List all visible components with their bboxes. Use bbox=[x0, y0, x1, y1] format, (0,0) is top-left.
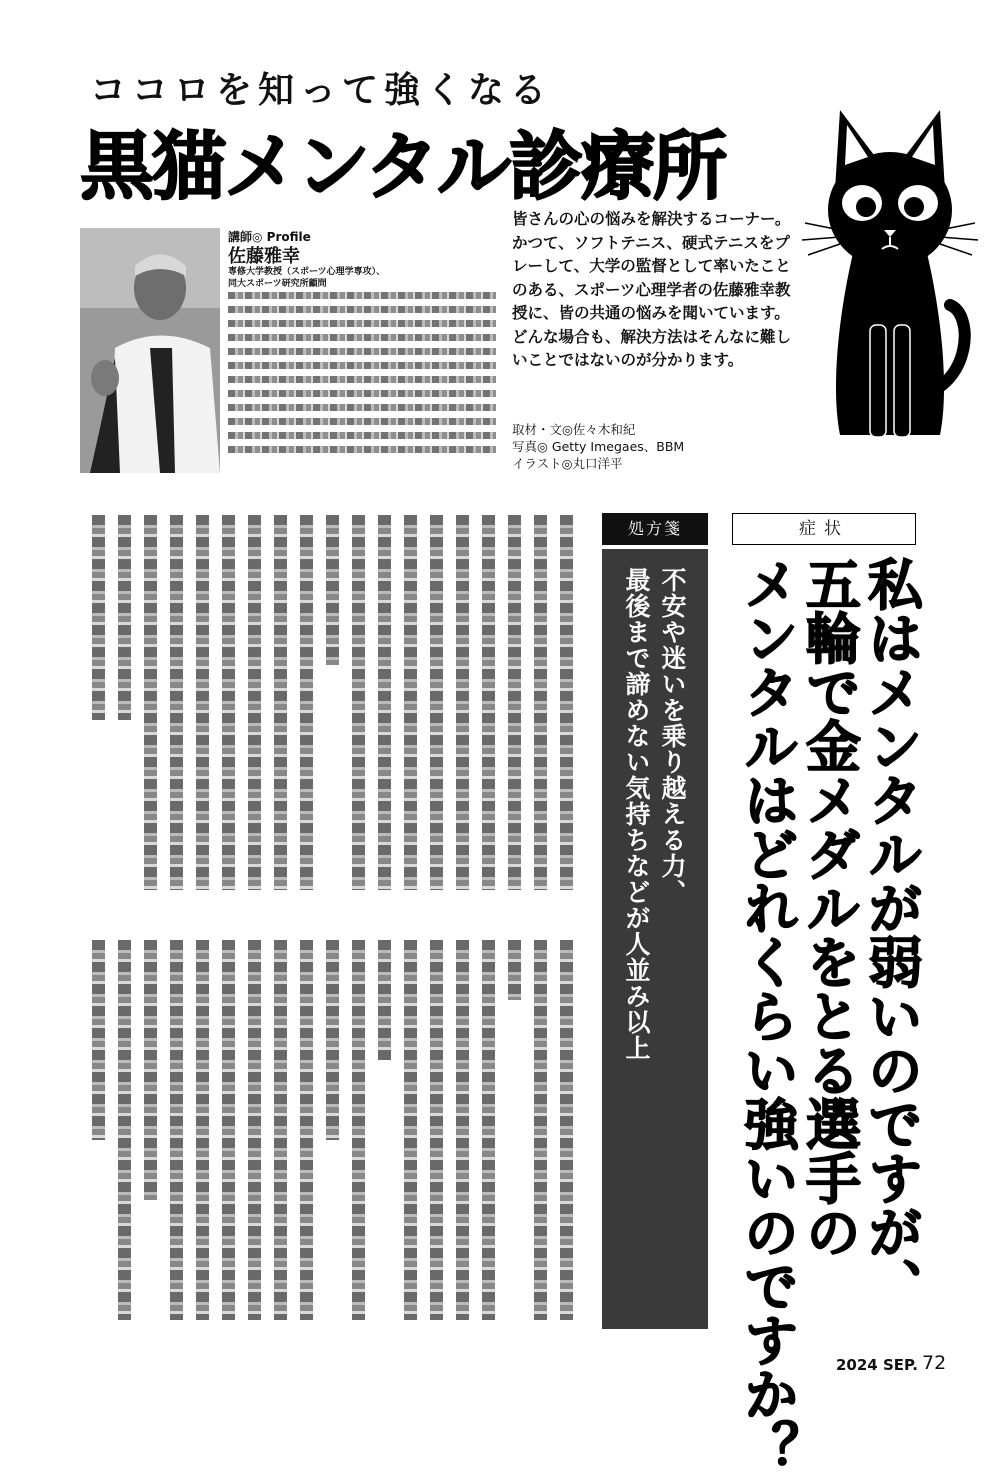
body-column bbox=[404, 940, 417, 1320]
body-column bbox=[534, 940, 547, 1320]
body-column bbox=[352, 515, 365, 890]
question-line-3: メンタルはどれくらい強いのですか？ bbox=[735, 556, 799, 1474]
bio-line bbox=[228, 334, 496, 341]
answer-line-1: 不安や迷いを乗り越える力、 bbox=[658, 567, 687, 905]
credit-photo: 写真◎ Getty Imegaes、BBM bbox=[512, 439, 685, 454]
credit-illustration: イラスト◎丸口洋平 bbox=[512, 456, 623, 471]
black-cat-illustration bbox=[800, 95, 980, 455]
body-column bbox=[274, 940, 287, 1320]
body-column bbox=[248, 940, 261, 1320]
body-column bbox=[378, 940, 391, 1060]
bio-line bbox=[228, 292, 496, 299]
intro-text: 皆さんの心の悩みを解決するコーナー。かつて、ソフトテニス、硬式テニスをプレーして、大学の監督として率いたことのある、スポーツ心理学者の佐藤雅幸教授に、皆の共通の悩みを聞いています。どんな場合も、解決方法はそんなに難しいことではないのが分かります。 bbox=[512, 210, 792, 369]
body-column bbox=[170, 940, 183, 1320]
page-number: 72 bbox=[922, 1352, 947, 1374]
body-column bbox=[508, 940, 521, 1000]
question-line-1: 私はメンタルが弱いのですが、 bbox=[859, 556, 923, 1312]
lecturer-role-line2: 同大スポーツ研究所顧問 bbox=[228, 279, 327, 289]
body-column bbox=[430, 940, 443, 1320]
body-column bbox=[560, 940, 573, 1320]
body-column bbox=[534, 515, 547, 890]
lecturer-name: 佐藤雅幸 bbox=[228, 246, 300, 267]
body-column bbox=[222, 940, 235, 1320]
body-column bbox=[274, 515, 287, 890]
profile-bio-pixelated bbox=[228, 292, 496, 472]
body-column bbox=[482, 940, 495, 1320]
body-column bbox=[118, 940, 131, 1320]
body-column bbox=[378, 515, 391, 890]
bio-line bbox=[228, 320, 496, 327]
lecturer-photo bbox=[80, 228, 220, 473]
lecturer-role-line1: 専修大学教授（スポーツ心理学専攻）、 bbox=[228, 267, 386, 277]
question-line-2: 五輪で金メダルをとる選手の bbox=[797, 556, 861, 1258]
body-column bbox=[560, 515, 573, 890]
body-column bbox=[352, 940, 365, 1320]
body-column bbox=[92, 515, 105, 720]
bio-line bbox=[228, 446, 496, 453]
body-column bbox=[326, 515, 339, 665]
answer-line-2: 最後まで諦めない気持ちなどが人並み以上 bbox=[622, 567, 651, 1061]
bio-line bbox=[228, 418, 496, 425]
corner-subtitle: ココロを知って強くなる bbox=[90, 70, 553, 111]
body-column bbox=[456, 515, 469, 890]
bio-line bbox=[228, 362, 496, 369]
bio-line bbox=[228, 404, 496, 411]
prescription-panel bbox=[602, 549, 708, 1329]
issue-date: 2024 SEP. bbox=[836, 1356, 918, 1374]
bio-line bbox=[228, 376, 496, 383]
body-column bbox=[118, 515, 131, 720]
body-column bbox=[222, 515, 235, 890]
body-column bbox=[326, 940, 339, 1140]
body-column bbox=[248, 515, 261, 890]
body-column bbox=[404, 515, 417, 890]
body-column bbox=[92, 940, 105, 1140]
body-column bbox=[482, 515, 495, 890]
bio-line bbox=[228, 348, 496, 355]
corner-title: 黒猫メンタル診療所 bbox=[80, 124, 726, 210]
bio-line bbox=[228, 306, 496, 313]
prescription-label: 処方箋 bbox=[602, 513, 708, 545]
lecturer-portrait-image bbox=[80, 228, 220, 473]
bio-line bbox=[228, 432, 496, 439]
body-column bbox=[508, 515, 521, 890]
body-column bbox=[144, 515, 157, 890]
body-column bbox=[300, 940, 313, 1320]
body-column bbox=[430, 515, 443, 890]
symptom-label: 症状 bbox=[732, 513, 916, 545]
credit-writer: 取材・文◎佐々木和紀 bbox=[512, 422, 636, 437]
body-column bbox=[196, 940, 209, 1320]
body-column bbox=[144, 940, 157, 1200]
bio-line bbox=[228, 390, 496, 397]
body-column bbox=[300, 515, 313, 890]
body-column bbox=[456, 940, 469, 1320]
body-column bbox=[170, 515, 183, 890]
body-column bbox=[196, 515, 209, 890]
profile-heading: 講師◎ Profile bbox=[228, 230, 311, 244]
